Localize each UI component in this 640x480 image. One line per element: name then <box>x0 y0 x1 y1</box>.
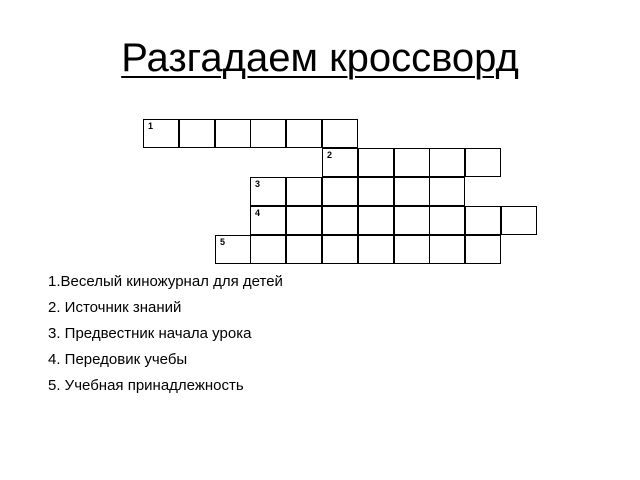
crossword-cell[interactable] <box>322 148 358 177</box>
crossword-cell[interactable] <box>250 177 286 206</box>
crossword-cell[interactable] <box>465 235 501 264</box>
clue-item-1: 1.Веселый киножурнал для детей <box>48 273 283 290</box>
crossword-cell[interactable] <box>322 177 358 206</box>
crossword-cell[interactable] <box>429 206 465 235</box>
crossword-cell[interactable] <box>322 119 358 148</box>
crossword-cell[interactable] <box>179 119 215 148</box>
crossword-cell[interactable] <box>501 206 537 235</box>
clue-item-2: 2. Источник знаний <box>48 299 182 316</box>
crossword-number: 5 <box>220 237 226 247</box>
page-title: Разгадаем кроссворд <box>121 36 519 80</box>
crossword-cell[interactable] <box>429 235 465 264</box>
crossword-cell[interactable] <box>394 206 430 235</box>
crossword-cell[interactable] <box>250 119 286 148</box>
crossword-cell[interactable] <box>465 148 501 177</box>
crossword-cell[interactable] <box>358 235 394 264</box>
crossword-cell[interactable] <box>250 206 286 235</box>
crossword-cell[interactable] <box>286 119 322 148</box>
crossword-cell[interactable] <box>286 206 322 235</box>
clue-item-3: 3. Предвестник начала урока <box>48 325 252 342</box>
clue-item-4: 4. Передовик учебы <box>48 351 188 368</box>
crossword-cell[interactable] <box>215 119 251 148</box>
clue-list <box>48 273 283 403</box>
crossword-cell[interactable] <box>394 177 430 206</box>
crossword-cell[interactable] <box>286 235 322 264</box>
clue-item-5: 5. Учебная принадлежность <box>48 377 244 394</box>
crossword-cell[interactable] <box>358 206 394 235</box>
crossword-number: 4 <box>255 208 261 218</box>
crossword-number: 2 <box>327 150 333 160</box>
crossword-cell[interactable] <box>358 148 394 177</box>
crossword-cell[interactable] <box>322 206 358 235</box>
crossword-number: 3 <box>255 179 261 189</box>
crossword-cell[interactable] <box>215 235 251 264</box>
crossword-cell[interactable] <box>286 177 322 206</box>
crossword-cell[interactable] <box>429 177 465 206</box>
crossword-cell[interactable] <box>394 235 430 264</box>
crossword-cell[interactable] <box>322 235 358 264</box>
crossword-number: 1 <box>148 121 154 131</box>
crossword-cell[interactable] <box>465 206 501 235</box>
crossword-cell[interactable] <box>250 235 286 264</box>
crossword-cell[interactable] <box>429 148 465 177</box>
crossword-cell[interactable] <box>143 119 179 148</box>
crossword-cell[interactable] <box>394 148 430 177</box>
crossword-cell[interactable] <box>358 177 394 206</box>
